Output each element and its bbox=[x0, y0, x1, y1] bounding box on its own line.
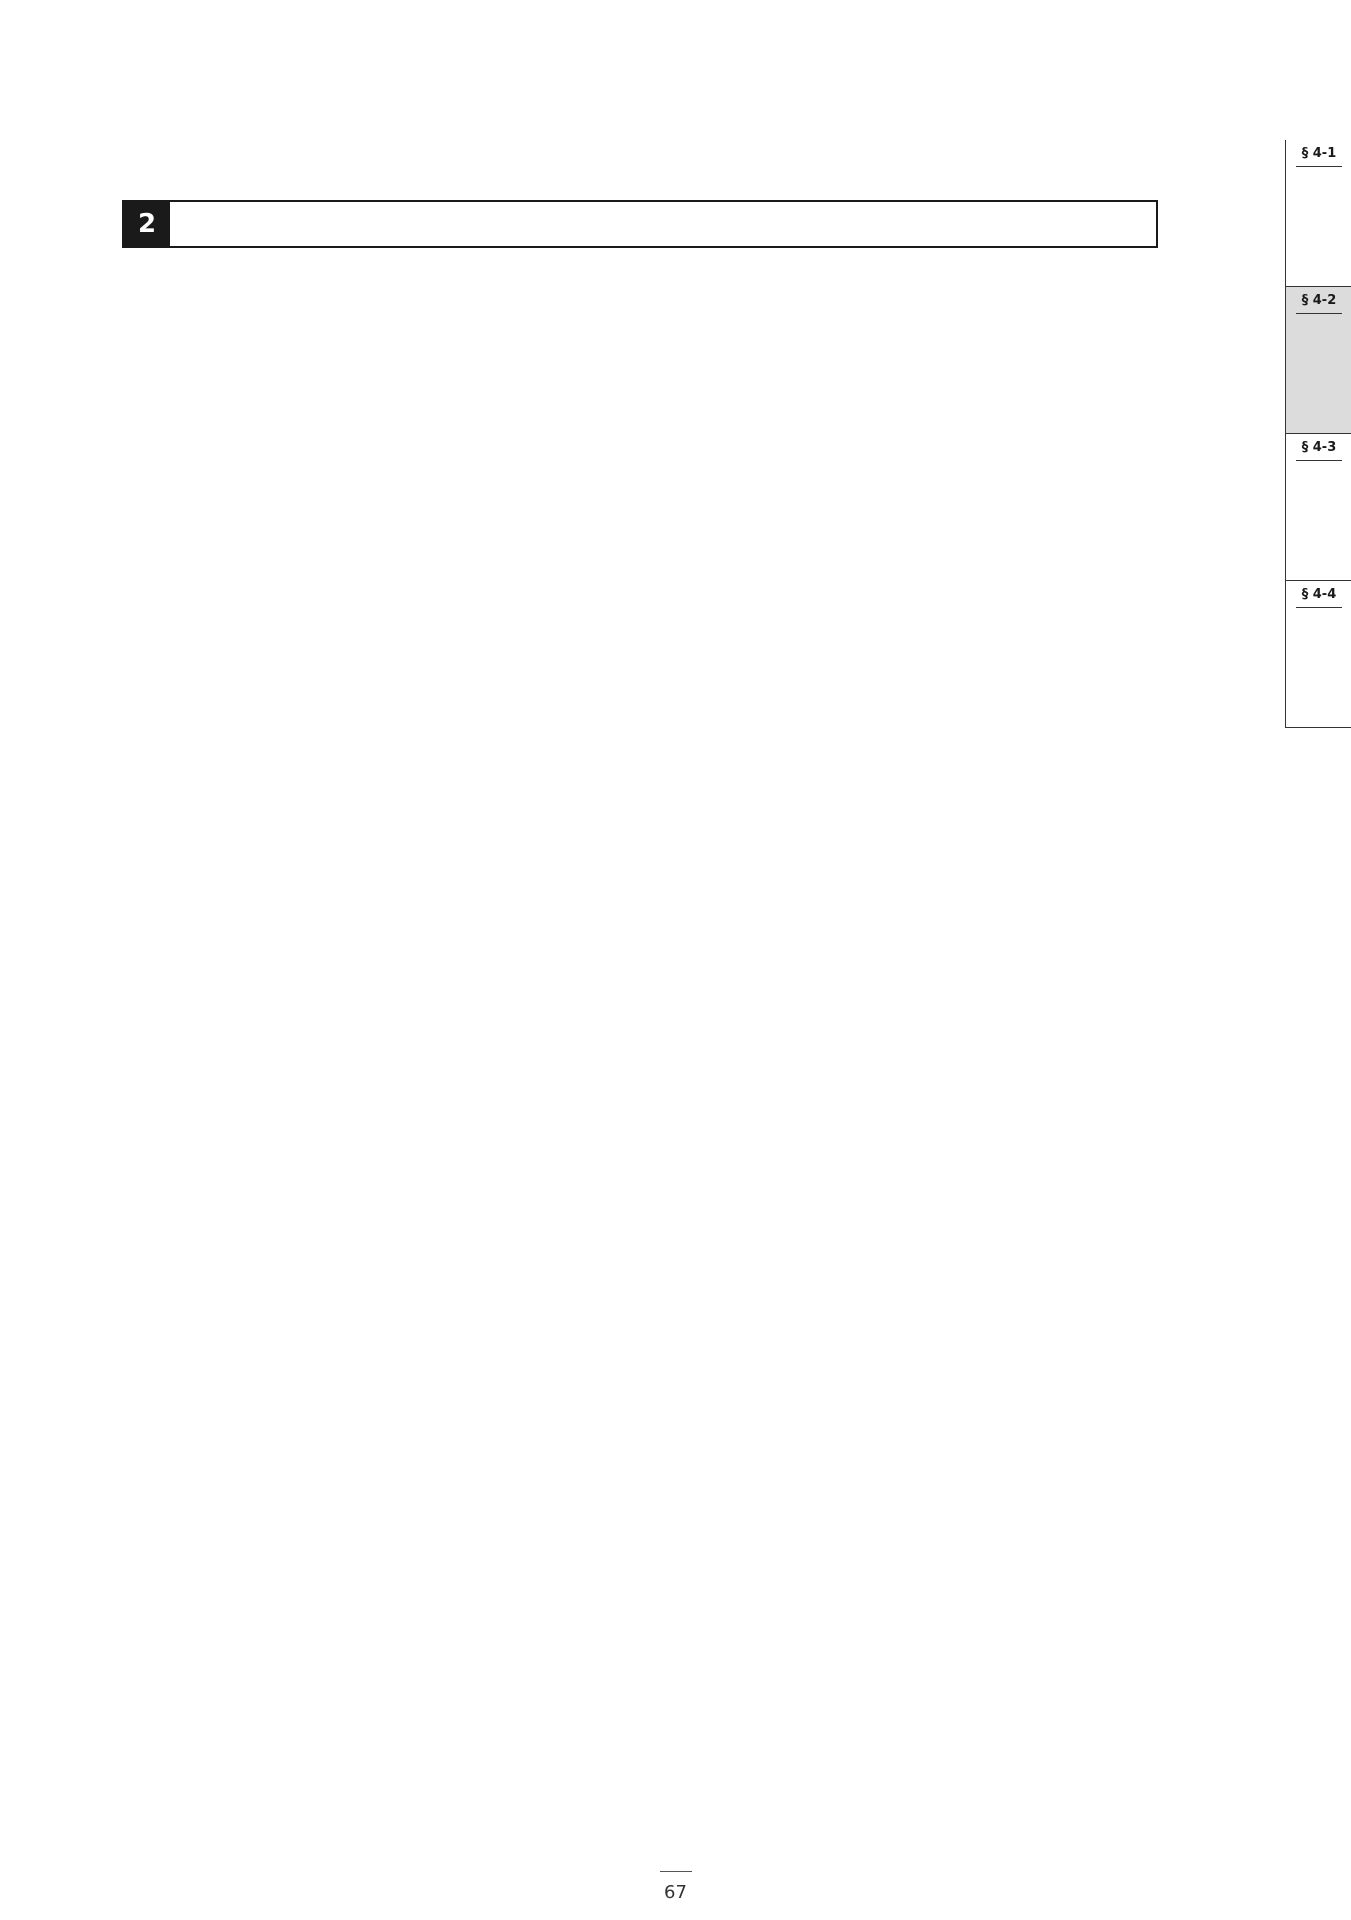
side-tab-4-4[interactable] bbox=[1286, 581, 1351, 728]
side-tab-code: § 4-4 bbox=[1296, 587, 1342, 608]
side-tab-4-2[interactable] bbox=[1286, 287, 1351, 434]
side-index-tabs bbox=[1285, 140, 1351, 728]
side-tab-code: § 4-1 bbox=[1296, 146, 1342, 167]
main-content bbox=[124, 300, 1158, 340]
section-number: 2 bbox=[124, 202, 170, 246]
page-number-rule bbox=[660, 1871, 692, 1872]
section-title-bar bbox=[122, 200, 1158, 248]
side-tab-4-3[interactable] bbox=[1286, 434, 1351, 581]
side-tab-4-1[interactable] bbox=[1286, 140, 1351, 287]
side-tab-code: § 4-3 bbox=[1296, 440, 1342, 461]
side-tab-code: § 4-2 bbox=[1296, 293, 1342, 314]
page-number: 67 bbox=[664, 1882, 687, 1903]
